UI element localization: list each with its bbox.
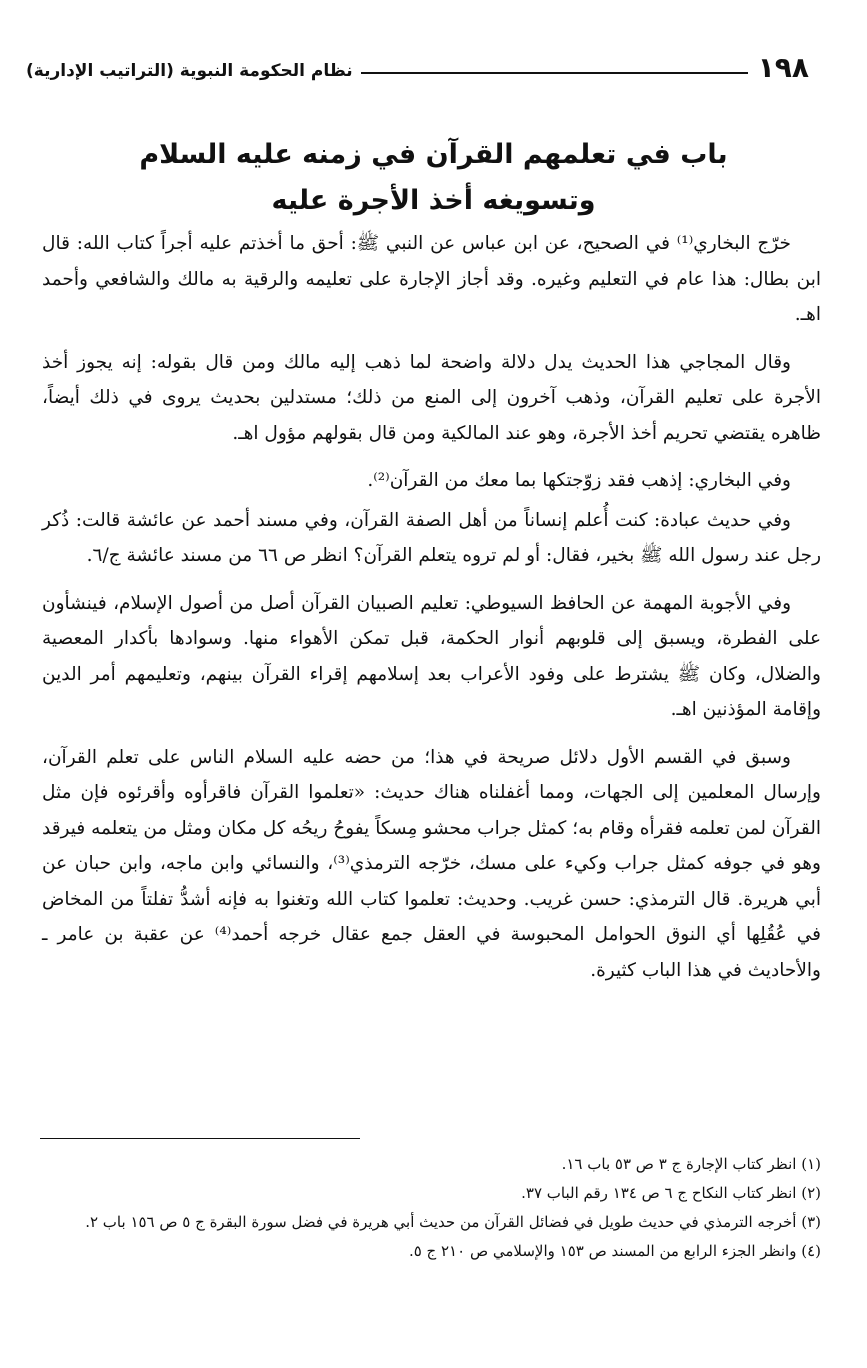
paragraph-bukhari-ibn-abbas: خرّج البخاري⁽¹⁾ في الصحيح، عن ابن عباس عن النبي ﷺ: أحق ما أخذتم عليه أجراً كتاب الله: قال ابن بطال: هذا عام في التعليم وغيره. وقد أجاز الإجارة على تعليمه والرقية به مالك والشافعي وأحمد اهـ. (42, 233, 821, 325)
chapter-title (60, 132, 807, 224)
page-header (26, 44, 809, 84)
footnote-4: (٤) وانظر الجزء الرابع من المسند ص ١٥٣ والإسلامي ص ٢١٠ ج ٥. (408, 1242, 821, 1260)
chapter-title-line-2: وتسويغه أخذ الأجرة عليه (271, 185, 596, 216)
paragraph-ubada-aisha: وفي حديث عبادة: كنت أُعلم إنساناً من أهل الصفة القرآن، وفي مسند أحمد عن عائشة قالت: ذُكر رجل عند رسول الله ﷺ بخير، فقال: أو لم تروه يتعلم القرآن؟ انظر ص ٦٦ من مسند عائشة ج/٦. (42, 509, 821, 566)
paragraph-tirmidhi-hadiths: وسبق في القسم الأول دلائل صريحة في هذا؛ من حضه عليه السلام الناس على تعلم القرآن، وإرسال المعلمين إلى الجهات، ومما أغفلناه هناك حديث: «تعلموا القرآن فاقرأوه وأقرئوه فإن مثل القرآن لمن تعلمه فقرأه وقام به؛ كمثل جراب محشو مِسكاً يفوحُ ريحُه كل مكان ومثل من يتعلمه فيرقد وهو في جوفه كمثل جراب وكيء على مسك، خرّجه الترمذي⁽³⁾، والنسائي وابن ماجه، وابن حبان عن أبي هريرة. قال الترمذي: حسن غريب. وحديث: تعلموا كتاب الله وتغنوا به فإنه أشدُّ تفلتاً من المخاض في عُقُلِها أي النوق الحوامل المحبوسة في العقل جمع عقال خرجه أحمد⁽⁴⁾ عن عقبة بن عامر ـ والأحاديث في هذا الباب كثيرة. (42, 746, 821, 981)
paragraph-suyuti: وفي الأجوبة المهمة عن الحافظ السيوطي: تعليم الصبيان القرآن أصل من أصول الإسلام، فينشأون على الفطرة، ويسبق إلى قلوبهم أنوار الحكمة، قبل تمكن الأهواء منها. وسوادها بأكدار المعصية والضلال، وكان ﷺ يشترط على وفود الأعراب بعد إسلامهم إقراء القرآن بينهم، وتعليمهم أمر الدين وإقامة المؤذنين اهـ. (42, 592, 821, 720)
footnote-rule (40, 1138, 360, 1139)
header-rule (361, 72, 748, 74)
paragraph-bukhari-marriage: وفي البخاري: إذهب فقد زوّجتكها بما معك من القرآن⁽²⁾. (367, 470, 791, 491)
footnote-1: (١) انظر كتاب الإجارة ج ٣ ص ٥٣ باب ١٦. (561, 1155, 821, 1173)
page-number: ١٩٨ (757, 51, 809, 84)
footnote-3: (٣) أخرجه الترمذي في حديث طويل في فضائل القرآن من حديث أبي هريرة في فضل سورة البقرة ج ٥ ص ١٥٦ باب ٢. (85, 1213, 821, 1231)
body-text (42, 226, 821, 1000)
paragraph-mujaji: وقال المجاجي هذا الحديث يدل دلالة واضحة لما ذهب إليه مالك ومن قال بقوله: إنه يجوز أخذ الأجرة على تعليم القرآن، وذهب آخرون إلى المنع من ذلك؛ مستدلين بحديث يروى في ذلك أيضاً، ظاهره يقتضي تحريم أخذ الأجرة، وهو عند المالكية ومن قال بقولهم مؤول اهـ. (42, 351, 821, 444)
footnote-2: (٢) انظر كتاب النكاح ج ٦ ص ١٣٤ رقم الباب ٣٧. (521, 1184, 821, 1202)
chapter-title-line-1: باب في تعلمهم القرآن في زمنه عليه السلام (139, 139, 728, 170)
footnotes (42, 1150, 821, 1266)
running-title: نظام الحكومة النبوية (التراتيب الإدارية) (26, 61, 353, 81)
